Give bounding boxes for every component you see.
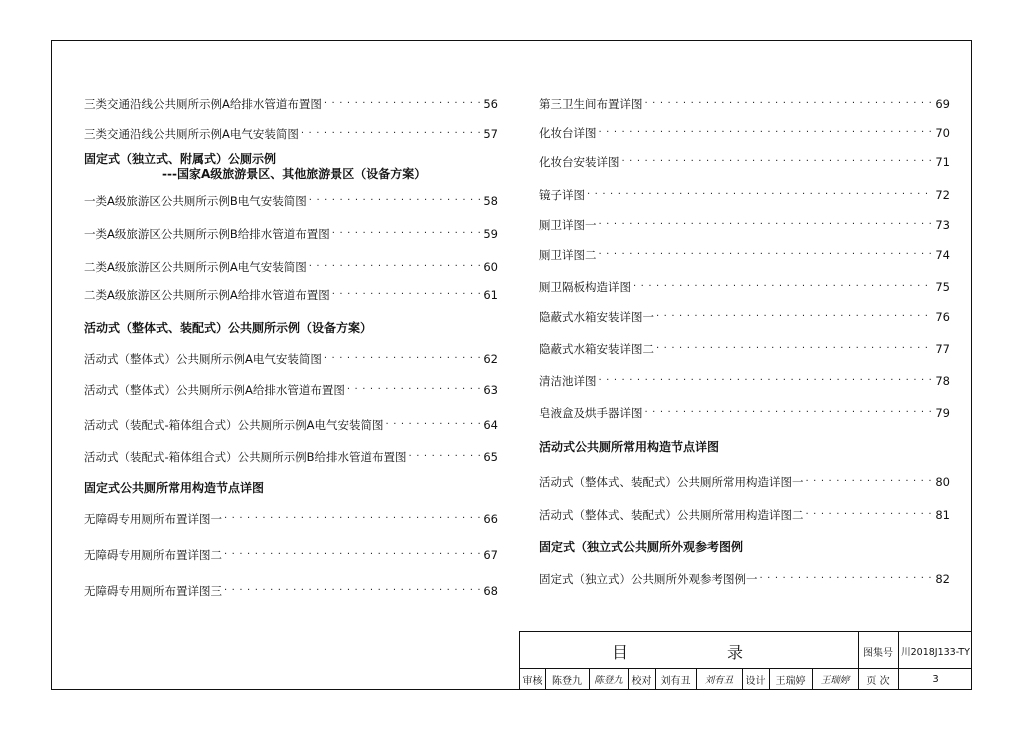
toc-entry-title: 厕卫详图二	[539, 248, 597, 262]
toc-entry	[84, 582, 498, 598]
design-label: 设计	[745, 675, 766, 687]
toc-entry-page: 64	[483, 418, 498, 432]
toc-entry	[539, 372, 950, 388]
toc-entry	[539, 473, 950, 489]
toc-entry	[84, 416, 498, 432]
designer-signature: 王瑞婷	[820, 675, 850, 686]
title-right-char: 录	[726, 642, 743, 662]
dot-leader	[224, 584, 481, 598]
toc-entry-title: 隐蔽式水箱安装详图二	[539, 342, 654, 356]
dot-leader	[224, 548, 481, 562]
toc-entry	[84, 381, 498, 397]
dot-leader	[324, 97, 481, 111]
toc-entry	[84, 448, 498, 464]
check-label: 校对	[631, 675, 652, 687]
dot-leader	[633, 280, 933, 294]
checker-signature: 刘有丑	[704, 675, 734, 686]
dot-leader	[332, 227, 482, 241]
toc-entry	[539, 506, 950, 522]
dot-leader	[587, 188, 933, 202]
toc-entry-page: 79	[935, 406, 950, 420]
dot-leader	[656, 342, 933, 356]
dot-leader	[760, 572, 934, 586]
dot-leader	[301, 127, 481, 141]
toc-entry-page: 70	[935, 126, 950, 140]
toc-entry-page: 80	[935, 475, 950, 489]
atlas-label: 图集号	[863, 647, 893, 659]
toc-entry-page: 77	[935, 342, 950, 356]
toc-entry	[539, 124, 950, 140]
toc-entry	[84, 350, 498, 366]
toc-entry-page: 82	[935, 572, 950, 586]
toc-entry-title: 一类A级旅游区公共厕所示例B给排水管道布置图	[84, 227, 330, 241]
toc-entry-title: 无障碍专用厕所布置详图一	[84, 512, 222, 526]
toc-entry	[539, 95, 950, 111]
toc-entry-title: 固定式（独立式）公共厕所外观参考图例一	[539, 572, 758, 586]
dot-leader	[409, 450, 482, 464]
section-heading: 活动式公共厕所常用构造节点详图	[539, 440, 720, 454]
toc-entry	[539, 340, 950, 356]
dot-leader	[332, 288, 482, 302]
dot-leader	[224, 512, 481, 526]
toc-entry-title: 活动式（整体式、装配式）公共厕所常用构造详图一	[539, 475, 804, 489]
toc-entry-page: 61	[483, 288, 498, 302]
designer-name: 王瑞婷	[775, 675, 806, 687]
section-heading: 活动式（整体式、装配式）公共厕所示例（设备方案）	[84, 321, 373, 335]
toc-entry-title: 厕卫详图一	[539, 218, 597, 232]
toc-entry-page: 72	[935, 188, 950, 202]
toc-entry-page: 81	[935, 508, 950, 522]
dot-leader	[599, 248, 934, 262]
toc-entry-title: 无障碍专用厕所布置详图二	[84, 548, 222, 562]
toc-entry	[539, 404, 950, 420]
toc-entry-page: 68	[483, 584, 498, 598]
toc-entry	[539, 570, 950, 586]
toc-entry	[539, 186, 950, 202]
toc-entry	[84, 546, 498, 562]
toc-entry-title: 第三卫生间布置详图	[539, 97, 643, 111]
toc-entry-page: 75	[935, 280, 950, 294]
dot-leader	[656, 310, 933, 324]
dot-leader	[324, 352, 481, 366]
toc-entry-title: 清洁池详图	[539, 374, 597, 388]
toc-entry-title: 活动式（装配式-箱体组合式）公共厕所示例B给排水管道布置图	[84, 450, 407, 464]
dot-leader	[645, 406, 934, 420]
dot-leader	[599, 126, 934, 140]
toc-entry-page: 59	[483, 227, 498, 241]
toc-entry-title: 三类交通沿线公共厕所示例A给排水管道布置图	[84, 97, 322, 111]
toc-entry	[84, 192, 498, 208]
toc-entry-title: 化妆台详图	[539, 126, 597, 140]
toc-entry-title: 厕卫隔板构造详图	[539, 280, 631, 294]
dot-leader	[645, 97, 934, 111]
dot-leader	[386, 418, 482, 432]
toc-entry-page: 60	[483, 260, 498, 274]
dot-leader	[599, 374, 934, 388]
toc-entry-title: 镜子详图	[539, 188, 585, 202]
toc-entry-title: 皂液盒及烘手器详图	[539, 406, 643, 420]
toc-entry-page: 73	[935, 218, 950, 232]
toc-entry-page: 78	[935, 374, 950, 388]
toc-entry-title: 活动式（整体式、装配式）公共厕所常用构造详图二	[539, 508, 804, 522]
toc-entry-title: 隐蔽式水箱安装详图一	[539, 310, 654, 324]
toc-entry-title: 活动式（整体式）公共厕所示例A电气安装简图	[84, 352, 322, 366]
page-label: 页 次	[866, 675, 890, 687]
toc-entry	[84, 286, 498, 302]
dot-leader	[599, 218, 934, 232]
toc-entry	[84, 510, 498, 526]
toc-entry-page: 69	[935, 97, 950, 111]
toc-entry-page: 62	[483, 352, 498, 366]
toc-entry-page: 63	[483, 383, 498, 397]
toc-entry-title: 一类A级旅游区公共厕所示例B电气安装简图	[84, 194, 307, 208]
toc-entry	[84, 258, 498, 274]
toc-entry	[84, 125, 498, 141]
toc-entry	[84, 95, 498, 111]
toc-entry	[539, 153, 950, 169]
dot-leader	[347, 383, 481, 397]
toc-entry	[539, 246, 950, 262]
section-heading: 固定式（独立式公共厕所外观参考图例	[539, 540, 744, 554]
toc-entry-title: 活动式（整体式）公共厕所示例A给排水管道布置图	[84, 383, 345, 397]
toc-entry-title: 无障碍专用厕所布置详图三	[84, 584, 222, 598]
section-heading: 固定式（独立式、附属式）公厕示例	[84, 152, 277, 166]
dot-leader	[622, 155, 934, 169]
checker-name: 刘有丑	[660, 675, 691, 687]
section-heading: 固定式公共厕所常用构造节点详图	[84, 481, 265, 495]
toc-entry	[539, 216, 950, 232]
toc-entry-page: 57	[483, 127, 498, 141]
toc-entry-page: 71	[935, 155, 950, 169]
toc-entry-title: 三类交通沿线公共厕所示例A电气安装简图	[84, 127, 299, 141]
toc-entry-page: 65	[483, 450, 498, 464]
reviewer-name: 陈登九	[552, 675, 582, 687]
atlas-number: 川2018J133-TY	[901, 647, 970, 658]
reviewer-signature: 陈登九	[594, 675, 623, 686]
toc-entry	[539, 308, 950, 324]
toc-entry-title: 二类A级旅游区公共厕所示例A电气安装简图	[84, 260, 307, 274]
title-block	[519, 631, 972, 690]
toc-entry-page: 58	[483, 194, 498, 208]
toc-entry-title: 二类A级旅游区公共厕所示例A给排水管道布置图	[84, 288, 330, 302]
toc-entry-page: 56	[483, 97, 498, 111]
dot-leader	[806, 475, 934, 489]
toc-entry-title: 化妆台安装详图	[539, 155, 620, 169]
toc-entry-page: 74	[935, 248, 950, 262]
toc-entry-page: 67	[483, 548, 498, 562]
review-label: 审核	[522, 675, 543, 687]
dot-leader	[309, 194, 482, 208]
page-number: 3	[932, 673, 939, 685]
toc-entry	[539, 278, 950, 294]
toc-entry-page: 66	[483, 512, 498, 526]
dot-leader	[806, 508, 934, 522]
toc-entry-title: 活动式（装配式-箱体组合式）公共厕所示例A电气安装简图	[84, 418, 384, 432]
section-heading: ---国家A级旅游景区、其他旅游景区（设备方案）	[162, 167, 427, 181]
toc-entry	[84, 225, 498, 241]
dot-leader	[309, 260, 482, 274]
toc-entry-page: 76	[935, 310, 950, 324]
title-left-char: 目	[611, 642, 628, 662]
